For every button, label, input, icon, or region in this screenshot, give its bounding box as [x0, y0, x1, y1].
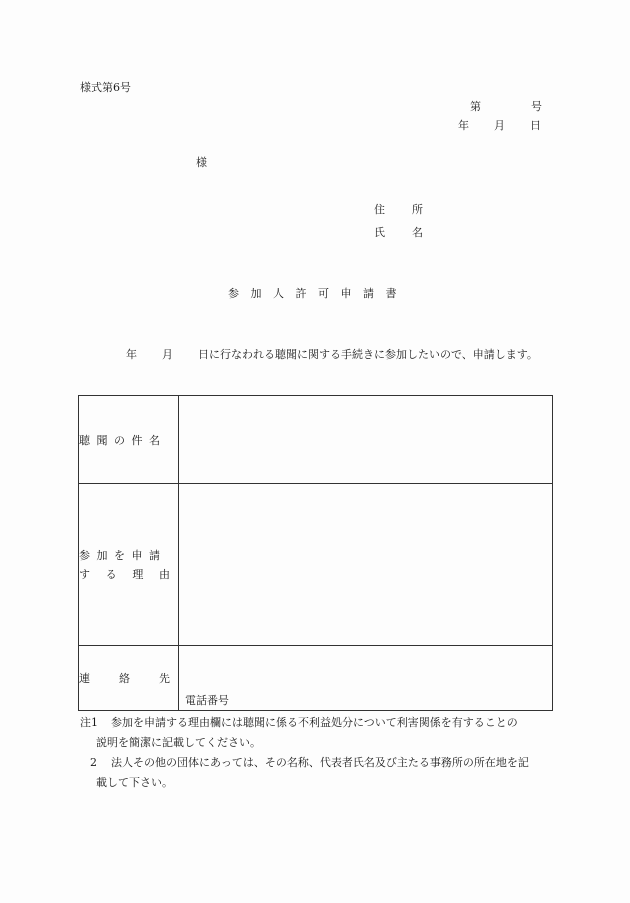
contact-char: 連 [79, 672, 90, 685]
statement-year-label: 年 [126, 348, 137, 361]
reason-field[interactable] [179, 484, 553, 646]
reason-label-line1: 参加を申請 [79, 549, 167, 562]
submission-date-row [0, 120, 630, 134]
date-month-label: 月 [494, 119, 505, 132]
application-form-table [78, 395, 553, 711]
reason-char: す [79, 568, 90, 581]
form-number: 様式第6号 [80, 81, 131, 94]
reason-label-cell [79, 484, 179, 646]
hearing-subject-label: 聴聞の件名 [79, 433, 167, 447]
contact-label-cell [79, 646, 179, 711]
hearing-subject-row [79, 396, 553, 484]
phone-number-label: 電話番号 [185, 694, 229, 707]
note-text: 参加を申請する理由欄には聴聞に係る不利益処分について利害関係を有することの [111, 716, 518, 729]
contact-char: 絡 [119, 672, 130, 685]
note-mark: 2 [90, 756, 97, 769]
contact-label [79, 670, 178, 686]
contact-field[interactable] [179, 646, 553, 711]
note-item [80, 713, 560, 753]
note-mark: 注1 [80, 716, 98, 729]
addressee-honorific: 様 [196, 156, 207, 169]
document-title: 参加人許可申請書 [228, 287, 408, 300]
applicant-address-label: 住 所 [374, 203, 431, 216]
note-item [80, 753, 560, 793]
applicant-name-label: 氏 名 [374, 226, 431, 239]
reason-char: 由 [158, 568, 170, 581]
note-text-continued: 載して下さい。 [96, 776, 173, 789]
date-day-label: 日 [530, 119, 541, 132]
hearing-subject-field[interactable] [179, 396, 553, 484]
reference-suffix: 号 [531, 100, 542, 113]
reason-label-line2 [79, 566, 178, 582]
reason-char: 理 [132, 568, 144, 581]
reference-prefix: 第 [470, 100, 481, 113]
reason-row [79, 484, 553, 646]
notes-section [80, 713, 560, 793]
statement-month-label: 月 [162, 348, 173, 361]
note-text: 法人その他の団体にあっては、その名称、代表者氏名及び主たる事務所の所在地を記 [111, 756, 529, 769]
date-year-label: 年 [458, 119, 469, 132]
reason-char: る [105, 568, 117, 581]
hearing-subject-label-cell [79, 396, 179, 484]
contact-row [79, 646, 553, 711]
note-text-continued: 説明を簡潔に記載してください。 [96, 736, 261, 749]
reference-number-row [0, 101, 630, 115]
contact-char: 先 [159, 672, 170, 685]
application-statement [0, 349, 630, 363]
statement-text: 日に行なわれる聴聞に関する手続きに参加したいので、申請します。 [198, 348, 538, 361]
